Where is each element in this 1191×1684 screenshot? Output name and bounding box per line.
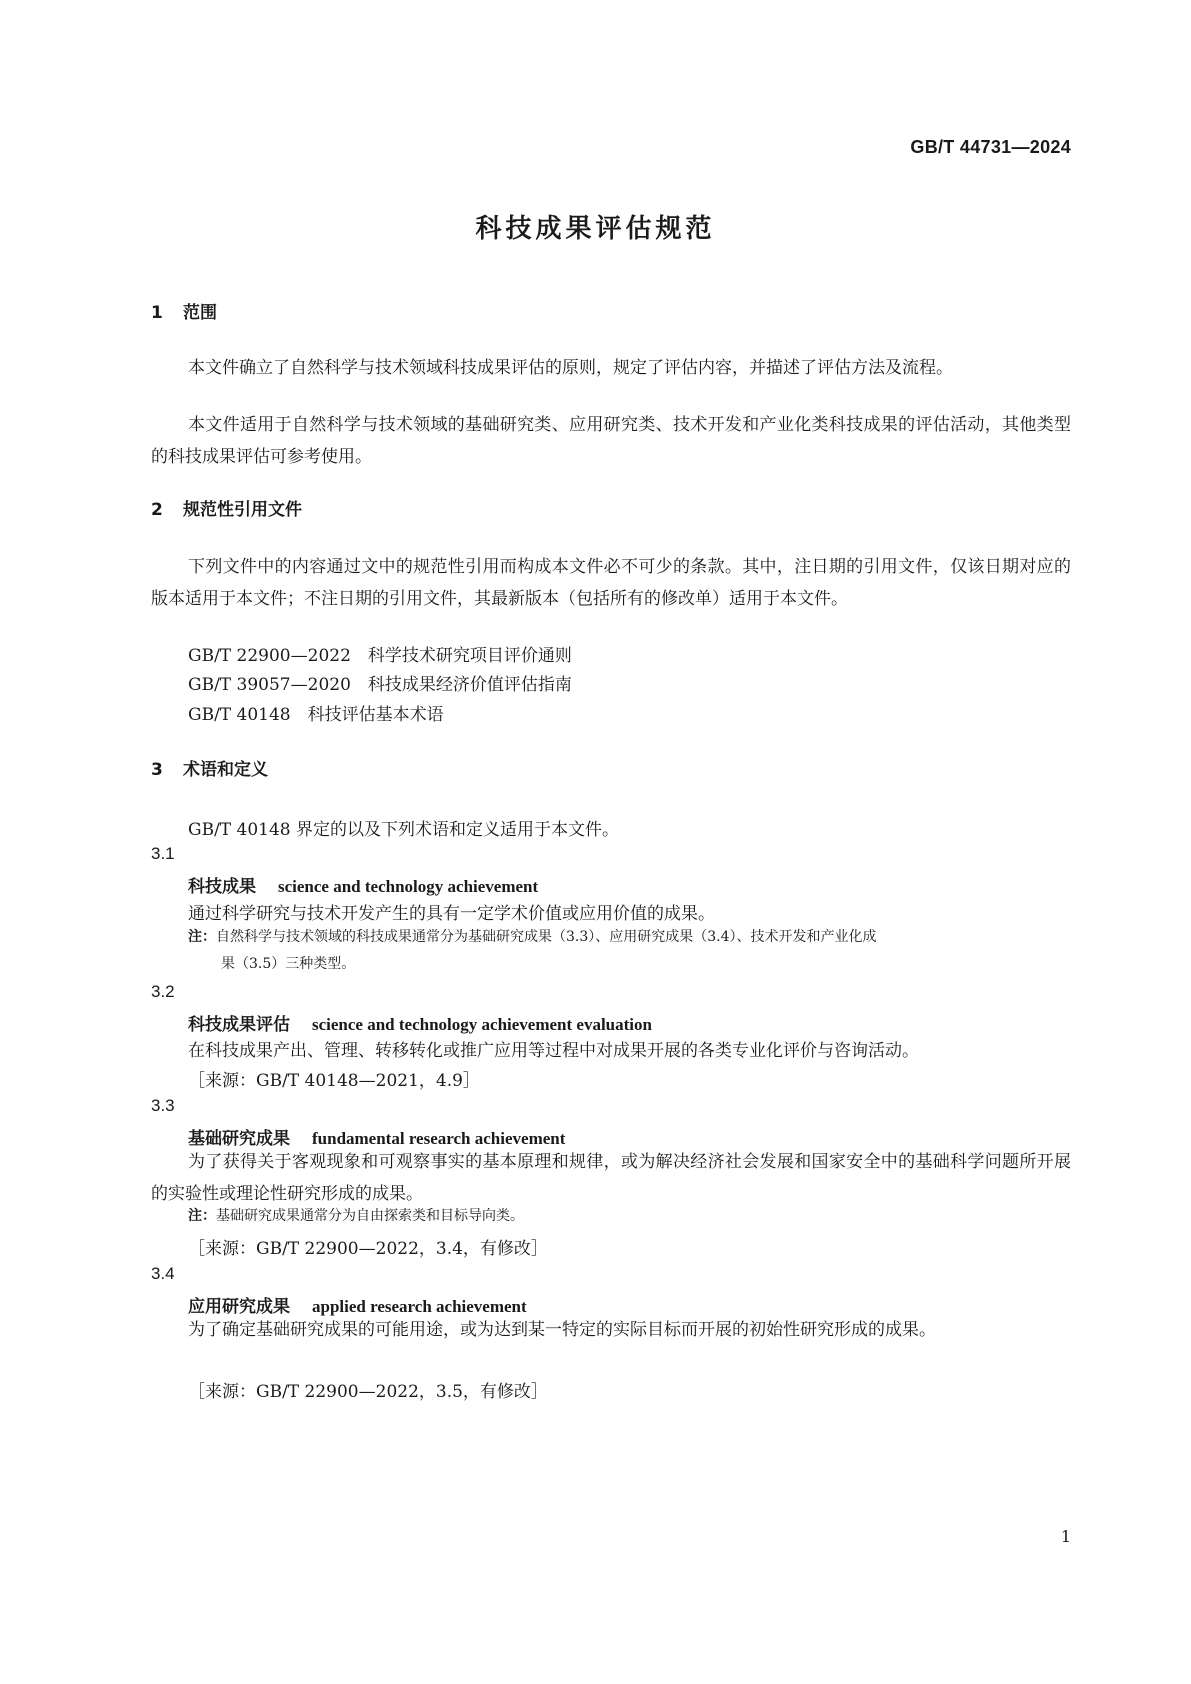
normative-references-paragraph: 下列文件中的内容通过文中的规范性引用而构成本文件必不可少的条款。其中，注日期的引用文件，仅该日期对应的版本适用于本文件；不注日期的引用文件，其最新版本（包括所有的修改单）适用于本文件。 <box>151 557 1071 609</box>
note-label: 注： <box>188 1208 216 1224</box>
scope-paragraph-1: 本文件确立了自然科学与技术领域科技成果评估的原则，规定了评估内容，并描述了评估方法及流程。 <box>188 358 953 378</box>
reference-item: GB/T 39057—2020 科技成果经济价值评估指南 <box>188 675 572 695</box>
term-chinese: 基础研究成果 <box>188 1129 290 1149</box>
term-chinese: 应用研究成果 <box>188 1297 290 1317</box>
section-1-heading <box>151 298 217 323</box>
terms-intro: GB/T 40148 界定的以及下列术语和定义适用于本文件。 <box>188 820 620 840</box>
term-definition: 在科技成果产出、管理、转移转化或推广应用等过程中对成果开展的各类专业化评价与咨询活动。 <box>188 1041 919 1061</box>
standard-number: GB/T 44731—2024 <box>910 137 1071 157</box>
term-number: 3.2 <box>151 982 175 1001</box>
note-text: 基础研究成果通常分为自由探索类和目标导向类。 <box>216 1208 524 1224</box>
term-source: ［来源：GB/T 22900—2022，3.4，有修改］ <box>188 1239 548 1259</box>
term-definition: 为了确定基础研究成果的可能用途，或为达到某一特定的实际目标而开展的初始性研究形成的成果。 <box>188 1320 936 1340</box>
section-2-heading <box>151 495 302 520</box>
term-source: ［来源：GB/T 22900—2022，3.5，有修改］ <box>188 1382 548 1402</box>
scope-paragraph-2: 本文件适用于自然科学与技术领域的基础研究类、应用研究类、技术开发和产业化类科技成果的评估活动，其他类型的科技成果评估可参考使用。 <box>151 415 1071 467</box>
term-number: 3.1 <box>151 844 175 863</box>
term-chinese: 科技成果评估 <box>188 1015 290 1035</box>
term-chinese: 科技成果 <box>188 877 256 897</box>
document-title: 科技成果评估规范 <box>475 214 716 244</box>
reference-item: GB/T 22900—2022 科学技术研究项目评价通则 <box>188 646 572 666</box>
note-text-continued: 果（3.5）三种类型。 <box>221 956 356 972</box>
term-english: science and technology achievement <box>278 877 539 896</box>
term-source: ［来源：GB/T 40148—2021，4.9］ <box>188 1071 480 1091</box>
term-note <box>188 924 1071 978</box>
term-definition: 为了获得关于客观现象和可观察事实的基本原理和规律，或为解决经济社会发展和国家安全中的基础科学问题所开展的实验性或理论性研究形成的成果。 <box>151 1152 1071 1204</box>
note-text: 自然科学与技术领域的科技成果通常分为基础研究成果（3.3）、应用研究成果（3.4）、技术开发和产业化成 <box>216 929 877 945</box>
term-heading <box>188 872 538 897</box>
page-number: 1 <box>1060 1527 1071 1546</box>
reference-item: GB/T 40148 科技评估基本术语 <box>188 705 444 725</box>
section-title: 术语和定义 <box>183 760 268 780</box>
section-title: 规范性引用文件 <box>183 500 302 520</box>
term-note <box>188 1203 1071 1230</box>
section-number: 2 <box>151 500 163 520</box>
section-number: 1 <box>151 303 163 323</box>
section-title: 范围 <box>183 303 217 323</box>
term-number: 3.3 <box>151 1096 175 1115</box>
term-english: fundamental research achievement <box>312 1129 566 1148</box>
note-label: 注： <box>188 929 216 945</box>
section-3-heading <box>151 755 268 780</box>
term-english: applied research achievement <box>312 1297 527 1316</box>
term-english: science and technology achievement evaluation <box>312 1015 652 1034</box>
section-number: 3 <box>151 760 163 780</box>
term-definition: 通过科学研究与技术开发产生的具有一定学术价值或应用价值的成果。 <box>188 904 715 924</box>
term-number: 3.4 <box>151 1264 175 1283</box>
term-heading <box>188 1010 652 1035</box>
